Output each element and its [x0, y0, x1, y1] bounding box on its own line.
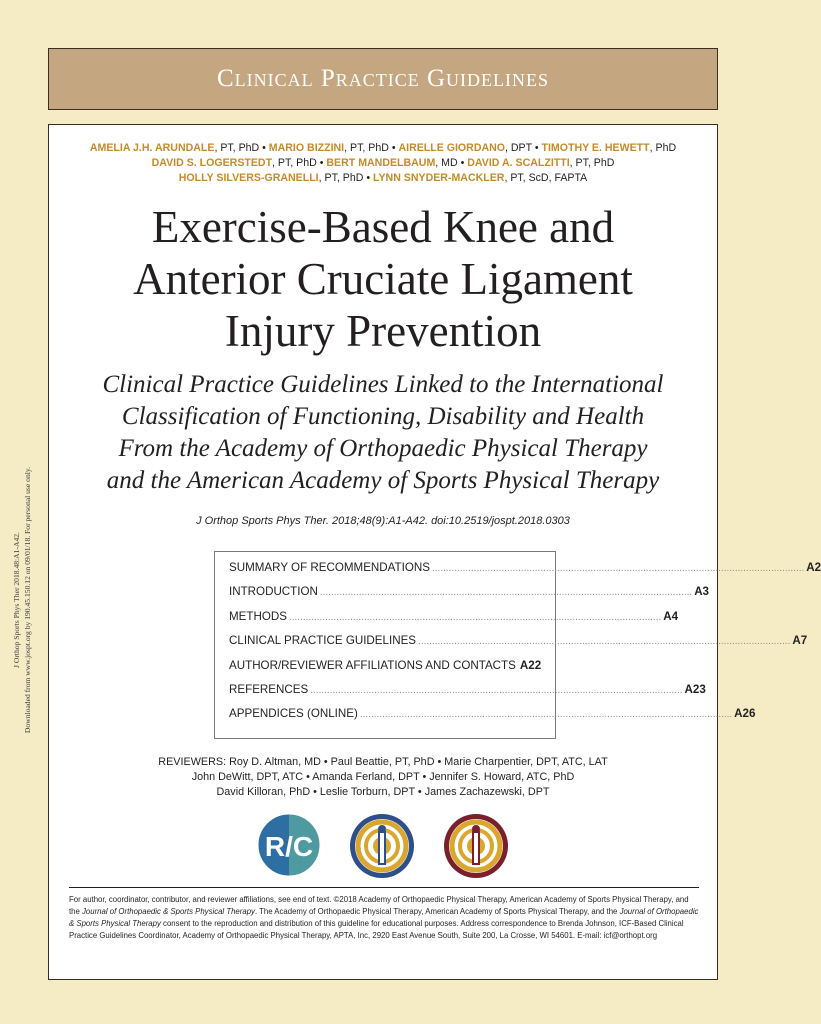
- reviewer-line: REVIEWERS: Roy D. Altman, MD • Paul Beattie, PT, PhD • Marie Charpentier, DPT, ATC, LAT: [158, 756, 608, 768]
- toc-item-methods[interactable]: [229, 609, 679, 634]
- author-name: LYNN SNYDER-MACKLER: [372, 172, 505, 184]
- toc-leader: ......................................................................................................................................: [431, 563, 805, 574]
- toc-item-appendices[interactable]: [229, 707, 756, 731]
- cover-card: [48, 124, 821, 980]
- author-credentials: , PT, PhD: [344, 142, 389, 154]
- toc-page: A22: [519, 658, 542, 672]
- author-name: DAVID A. SCALZITTI: [467, 157, 570, 169]
- toc-leader: ......................................................................................................................................: [288, 611, 662, 623]
- author-separator: •: [457, 157, 468, 169]
- author-name: AMELIA J.H. ARUNDALE: [89, 142, 215, 154]
- table-of-contents: [214, 551, 821, 739]
- journal-title: Journal of Orthopaedic & Sports Physical Therapy: [82, 907, 255, 916]
- author-credentials: , PhD: [649, 142, 677, 154]
- author-separator: •: [388, 142, 399, 154]
- author-separator: •: [316, 157, 327, 169]
- footnote: [69, 887, 699, 942]
- author-name: AIRELLE GIORDANO: [398, 142, 506, 154]
- title-line: Exercise-Based Knee and: [151, 202, 615, 252]
- toc-page: A2: [806, 561, 821, 574]
- sports-academy-logo: [443, 813, 509, 879]
- journal-title: Journal of Orthopaedic & Sports Physical Therapy: [69, 907, 699, 928]
- footnote-text: . The Academy of Orthopaedic Physical Therapy, American Academy of Sports Physical Therapy, and the: [254, 907, 620, 916]
- toc-label: APPENDICES (ONLINE): [229, 707, 358, 721]
- author-name: MARIO BIZZINI: [268, 142, 345, 154]
- title-line: Anterior Cruciate Ligament: [133, 254, 633, 304]
- toc-item-guidelines[interactable]: [229, 634, 808, 658]
- rc-logo: [257, 813, 321, 877]
- author-name: TIMOTHY E. HEWETT: [541, 142, 650, 154]
- toc-leader: ......................................................................................................................................: [359, 709, 733, 721]
- author-credentials: , PT, PhD: [272, 157, 317, 169]
- toc-page: A23: [684, 682, 706, 696]
- reviewer-line: John DeWitt, DPT, ATC • Amanda Ferland, DPT • Jennifer S. Howard, ATC, PhD: [191, 771, 575, 783]
- reviewer-line: David Killoran, PhD • Leslie Torburn, DPT • James Zachazewski, DPT: [216, 786, 550, 798]
- toc-leader: ......................................................................................................................................: [319, 587, 693, 599]
- toc-leader: ......................................................................................................................................: [310, 684, 683, 696]
- author-name: BERT MANDELBAUM: [326, 157, 436, 169]
- author-credentials: , PT, PhD: [214, 142, 260, 154]
- author-separator: •: [259, 142, 269, 154]
- toc-label: REFERENCES: [229, 682, 309, 696]
- author-credentials: , PT, PhD: [569, 157, 615, 169]
- toc-label: INTRODUCTION: [229, 585, 318, 599]
- author-credentials: , PT, ScD, FAPTA: [504, 172, 588, 184]
- author-credentials: , DPT: [505, 142, 532, 154]
- title-line: Injury Prevention: [224, 306, 542, 356]
- author-list: [49, 141, 717, 186]
- subtitle-line: and the American Academy of Sports Physical Therapy: [106, 467, 660, 494]
- toc-leader: ......................................................................................................................................: [418, 636, 791, 648]
- toc-item-affiliations[interactable]: [229, 659, 541, 683]
- author-name: HOLLY SILVERS-GRANELLI: [178, 172, 319, 184]
- author-credentials: , PT, PhD: [318, 172, 364, 184]
- author-credentials: , MD: [435, 157, 458, 169]
- toc-item-summary[interactable]: [229, 561, 821, 585]
- toc-page: A7: [792, 634, 808, 648]
- header-banner: [48, 48, 718, 110]
- footnote-text: For author, coordinator, contributor, and reviewer affiliations, see end of text. ©2018 Academy of Orthopaedic Physical Therapy, American Academy of Sports Physical Therapy, and the: [69, 895, 689, 916]
- toc-label: AUTHOR/REVIEWER AFFILIATIONS AND CONTACTS: [229, 658, 516, 672]
- banner-title: Clinical Practice Guidelines: [216, 65, 550, 92]
- side-note: [2, 430, 42, 770]
- toc-page: A26: [734, 707, 756, 721]
- toc-page: A3: [694, 585, 710, 599]
- subtitle-line: Classification of Functioning, Disability and Health: [121, 403, 645, 430]
- document-title: [49, 201, 717, 357]
- logo-row: [49, 813, 717, 883]
- author-separator: •: [363, 172, 373, 184]
- toc-label: CLINICAL PRACTICE GUIDELINES: [229, 634, 417, 648]
- toc-item-references[interactable]: [229, 682, 706, 707]
- author-name: DAVID S. LOGERSTEDT: [151, 157, 273, 169]
- toc-label: METHODS: [229, 609, 287, 623]
- subtitle-line: From the Academy of Orthopaedic Physical Therapy: [118, 435, 648, 462]
- side-note-line2: Downloaded from www.jospt.org by 190.45.150.12 on 09/01/18. For personal use only.: [23, 466, 32, 734]
- author-separator: •: [531, 142, 542, 154]
- reviewer-list: [49, 755, 717, 800]
- toc-item-introduction[interactable]: [229, 585, 710, 609]
- toc-label: SUMMARY OF RECOMMENDATIONS: [229, 561, 430, 574]
- document-subtitle: [49, 369, 717, 497]
- footnote-text: consent to the reproduction and distribution of this guideline for educational purposes. Address correspondence to Brenda Johnson, ICF-Based Clinical Practice Guidelines Coordinator, Academy of Orthopaedic Physical Therapy, APTA, Inc, 2920 East Avenue South, Suite 200, La Crosse, WI 54601. E-mail: icf@orthopt.org: [69, 919, 684, 940]
- side-note-line1: J Orthop Sports Phys Ther 2018.48:A1-A42.: [12, 532, 21, 668]
- subtitle-line: Clinical Practice Guidelines Linked to the International: [102, 371, 664, 398]
- toc-page: A4: [663, 609, 679, 623]
- citation: J Orthop Sports Phys Ther. 2018;48(9):A1-A42. doi:10.2519/jospt.2018.0303: [196, 515, 570, 527]
- rc-logo-text: R/C: [264, 831, 314, 862]
- orthopaedic-academy-logo: [349, 813, 415, 879]
